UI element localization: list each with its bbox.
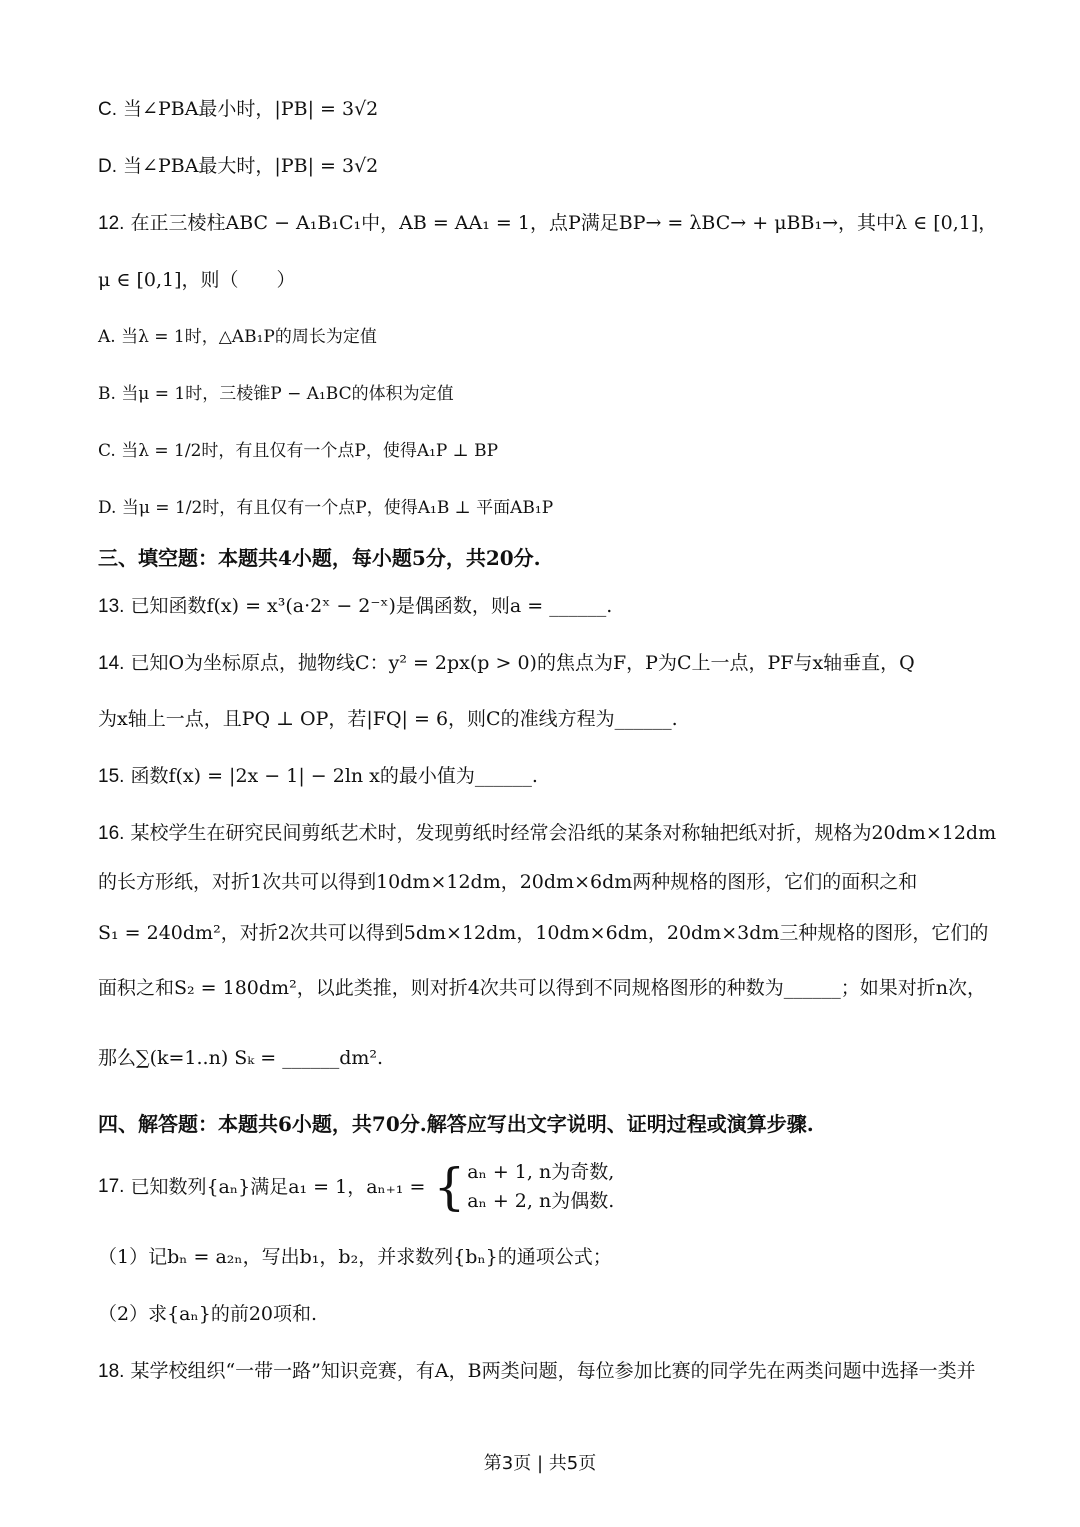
question-text: 已知数列{aₙ}满足a₁ = 1，aₙ₊₁ = bbox=[130, 1176, 426, 1198]
option-text: 当λ = 1时，△AB₁P的周长为定值 bbox=[121, 327, 377, 347]
section-heading-fill-blank: 三、填空题：本题共4小题，每小题5分，共20分. bbox=[98, 546, 541, 570]
option-label: B. bbox=[98, 384, 116, 404]
page-footer: 第3页 | 共5页 bbox=[483, 1453, 597, 1474]
question-text: 函数f(x) = |2x − 1| − 2ln x的最小值为______. bbox=[130, 765, 538, 787]
q14-line2: 为x轴上一点，且PQ ⊥ OP，若|FQ| = 6，则C的准线方程为______. bbox=[98, 708, 678, 730]
q12-option-a bbox=[98, 324, 984, 350]
question-number: 13. bbox=[98, 596, 125, 617]
option-label: D. bbox=[98, 498, 117, 518]
q13 bbox=[98, 593, 984, 620]
option-label: C. bbox=[98, 441, 116, 461]
question-text: 已知函数f(x) = x³(a·2ˣ − 2⁻ˣ)是偶函数，则a = ______. bbox=[130, 595, 613, 617]
q17-part2: （2）求{aₙ}的前20项和. bbox=[98, 1303, 318, 1325]
question-number: 15. bbox=[98, 766, 125, 787]
case-odd: aₙ + 1, n为奇数, bbox=[467, 1161, 615, 1183]
q16-line4: 面积之和S₂ = 180dm²，以此类推，则对折4次共可以得到不同规格图形的种数为______；如果对折n次， bbox=[98, 977, 987, 999]
question-text: 在正三棱柱ABC − A₁B₁C₁中，AB = AA₁ = 1，点P满足BP→ = λBC→ + μBB₁→，其中λ ∈ [0,1]， bbox=[130, 212, 998, 234]
question-number: 12. bbox=[98, 213, 125, 234]
q12-option-c bbox=[98, 438, 984, 464]
q16-line5: 那么∑(k=1..n) Sₖ = ______dm². bbox=[98, 1047, 384, 1069]
q12-stem-line1 bbox=[98, 210, 998, 237]
q11-option-c bbox=[98, 96, 984, 123]
q16-line2: 的长方形纸，对折1次共可以得到10dm×12dm，20dm×6dm两种规格的图形，它们的面积之和 bbox=[98, 871, 918, 893]
option-text: 当μ = 1/2时，有且仅有一个点P，使得A₁B ⊥ 平面AB₁P bbox=[121, 498, 554, 518]
option-text: 当∠PBA最小时，|PB| = 3√2 bbox=[123, 98, 379, 120]
piecewise-cases bbox=[431, 1158, 614, 1216]
q12-option-b bbox=[98, 381, 984, 407]
question-text: 已知O为坐标原点，抛物线C：y² = 2px(p > 0)的焦点为F，P为C上一点，PF与x轴垂直，Q bbox=[130, 652, 915, 674]
q17-stem bbox=[98, 1158, 984, 1218]
option-label: A. bbox=[98, 327, 116, 347]
question-number: 14. bbox=[98, 653, 125, 674]
option-label: D. bbox=[98, 156, 117, 177]
q16-line1 bbox=[98, 820, 997, 847]
case-even: aₙ + 2, n为偶数. bbox=[467, 1190, 615, 1212]
question-text: 某校学生在研究民间剪纸艺术时，发现剪纸时经常会沿纸的某条对称轴把纸对折，规格为20dm×12dm bbox=[130, 822, 997, 844]
question-text: 某学校组织“一带一路”知识竞赛，有A，B两类问题，每位参加比赛的同学先在两类问题中选择一类并 bbox=[130, 1360, 976, 1382]
option-text: 当λ = 1/2时，有且仅有一个点P，使得A₁P ⊥ BP bbox=[121, 441, 499, 461]
q16-line3: S₁ = 240dm²，对折2次共可以得到5dm×12dm，10dm×6dm，20dm×3dm三种规格的图形，它们的 bbox=[98, 922, 989, 944]
question-number: 18. bbox=[98, 1361, 125, 1382]
q15 bbox=[98, 763, 984, 790]
q18 bbox=[98, 1358, 984, 1385]
q14-line1 bbox=[98, 650, 984, 677]
question-number: 16. bbox=[98, 823, 125, 844]
option-text: 当∠PBA最大时，|PB| = 3√2 bbox=[123, 155, 379, 177]
q12-option-d bbox=[98, 495, 984, 521]
section-heading-solutions: 四、解答题：本题共6小题，共70分.解答应写出文字说明、证明过程或演算步骤. bbox=[98, 1112, 814, 1136]
q17-part1: （1）记bₙ = a₂ₙ，写出b₁，b₂，并求数列{bₙ}的通项公式； bbox=[98, 1246, 612, 1268]
q11-option-d bbox=[98, 153, 984, 180]
option-label: C. bbox=[98, 99, 117, 120]
left-brace: { bbox=[433, 1158, 466, 1216]
q12-stem-line2: μ ∈ [0,1]，则（ ） bbox=[98, 269, 296, 291]
question-number: 17. bbox=[98, 1176, 125, 1197]
option-text: 当μ = 1时，三棱锥P − A₁BC的体积为定值 bbox=[121, 384, 454, 404]
